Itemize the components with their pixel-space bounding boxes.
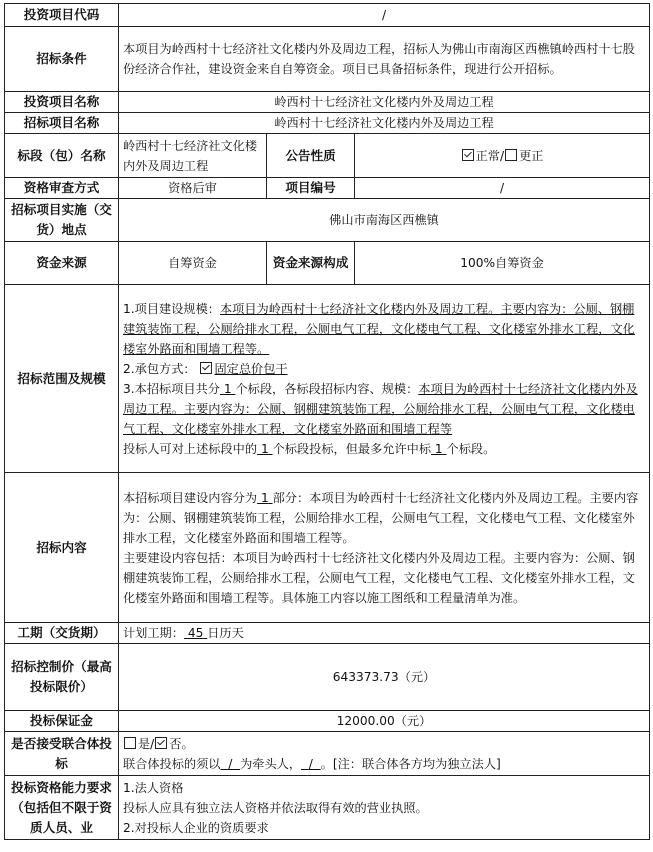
scope-bid-count (257, 442, 273, 456)
value-funding-source: 自筹资金 (119, 242, 267, 285)
value-section-name: 岭西村十七经济社文化楼内外及周边工程 (119, 134, 267, 178)
joint-line-c: 。[注：联合体各方均为独立法人] (320, 756, 501, 771)
value-deposit: 12000.00（元） (119, 711, 650, 732)
scope-win-count (431, 442, 447, 456)
row-funding (5, 242, 650, 285)
row-section (5, 134, 650, 178)
scope-item-3 (123, 379, 645, 439)
joint-line-a: 联合体投标的须以 (123, 756, 221, 771)
scope-item-2-text: 固定总价包干 (214, 361, 288, 376)
value-conditions: 本项目为岭西村十七经济社文化楼内外及周边工程，招标人为佛山市南海区西樵镇岭西村十七股份经济合作社，建设资金来自自筹资金。项目已具备招标条件，现进行公开招标。 (119, 27, 650, 92)
label-review-method: 资格审查方式 (5, 178, 119, 199)
label-content: 招标内容 (5, 473, 119, 623)
content-paragraph-1 (123, 488, 645, 548)
label-period: 工期（交货期） (5, 623, 119, 644)
content-p1-a: 本招标项目建设内容分为 (123, 490, 258, 505)
qualification-line-2: 投标人应具有独立法人资格并依法取得有效的营业执照。 (123, 800, 428, 815)
period-prefix: 计划工期： (123, 626, 184, 640)
scope-item-4-a: 投标人可对上述标段中的 (123, 441, 258, 456)
value-investment-name: 岭西村十七经济社文化楼内外及周边工程 (119, 92, 650, 113)
label-qualification: 投标资格能力要求（包括但不限于资质人员、业 (5, 776, 119, 840)
content-paragraph-2: 主要建设内容包括：本项目为岭西村十七经济社文化楼内外及周边工程。主要内容为：公厕、钢棚建筑装饰工程，公厕给排水工程，公厕电气工程，文化楼电气工程、文化楼室外排水工程，文化楼室外路面和围墙工程等。具体施工内容以施工图纸和工程量清单为准。 (123, 550, 635, 605)
scope-item-4-c: 个标段。 (446, 441, 496, 456)
value-location: 佛山市南海区西樵镇 (119, 199, 650, 242)
row-investment-name (5, 92, 650, 113)
scope-item-2 (123, 359, 645, 379)
row-conditions (5, 27, 650, 92)
value-period (119, 623, 650, 644)
row-content (5, 473, 650, 623)
value-review-method: 资格后审 (119, 178, 267, 199)
period-unit: 日历天 (207, 626, 244, 640)
value-scope (119, 285, 650, 473)
row-control-price (5, 644, 650, 711)
value-joint-bid (119, 732, 650, 776)
scope-section-count-value: 1 (223, 381, 232, 396)
tender-notice-table (4, 3, 650, 840)
label-deposit: 投标保证金 (5, 711, 119, 732)
option-change: 更正 (519, 148, 544, 163)
label-joint-bid: 是否接受联合体投标 (5, 732, 119, 776)
row-location (5, 199, 650, 242)
scope-item-1-text: 本项目为岭西村十七经济社文化楼内外及周边工程。主要内容为：公厕、钢棚建筑装饰工程，公厕给排水工程，公厕电气工程，文化楼电气工程、文化楼室外排水工程，文化楼室外路面和围墙工程等。 (123, 301, 635, 356)
checked-box-icon (155, 737, 167, 749)
joint-options (123, 734, 645, 754)
row-deposit (5, 711, 650, 732)
label-scope: 招标范围及规模 (5, 285, 119, 473)
row-bid-name (5, 113, 650, 134)
checked-box-icon (462, 149, 474, 161)
label-notice-nature: 公告性质 (267, 134, 355, 178)
scope-item-3-text: 本项目为岭西村十七经济社文化楼内外及周边工程。主要内容为：公厕、钢棚建筑装饰工程，公厕给排水工程，公厕电气工程，文化楼电气工程、文化楼室外排水工程，文化楼室外路面和围墙工程等 (123, 381, 638, 436)
scope-item-1 (123, 299, 645, 359)
label-bid-name: 招标项目名称 (5, 113, 119, 134)
row-qualification (5, 776, 650, 840)
scope-item-1-title: 1.项目建设规模： (123, 301, 220, 316)
option-separator: / (499, 148, 505, 163)
scope-bid-count-value: 1 (260, 441, 269, 456)
scope-item-3-mid: 个标段，各标段招标内容、规模： (235, 381, 419, 396)
joint-line-b: 为牵头人， (240, 756, 302, 771)
scope-section-count (220, 382, 236, 396)
label-section-name: 标段（包）名称 (5, 134, 119, 178)
label-conditions: 招标条件 (5, 27, 119, 92)
joint-option-no: 否。 (169, 736, 194, 751)
scope-item-2-title: 2.承包方式： (123, 361, 196, 376)
value-project-code: / (119, 4, 650, 27)
value-qualification (119, 776, 650, 840)
value-bid-name: 岭西村十七经济社文化楼内外及周边工程 (119, 113, 650, 134)
checked-box-icon (200, 362, 212, 374)
label-project-code: 投资项目代码 (5, 4, 119, 27)
content-part-count (257, 491, 273, 505)
period-days-value: 45 (187, 626, 204, 640)
option-normal: 正常 (475, 148, 500, 163)
row-review (5, 178, 650, 199)
value-funding-composition: 100%自筹资金 (355, 242, 650, 285)
content-part-count-value: 1 (260, 490, 269, 505)
value-control-price: 643373.73（元） (119, 644, 650, 711)
qualification-line-1: 1.法人资格 (123, 780, 184, 795)
period-days (184, 626, 207, 640)
row-period (5, 623, 650, 644)
label-funding-composition: 资金来源构成 (267, 242, 355, 285)
joint-blank-2-value: / (308, 756, 313, 771)
joint-blank-1-value: / (228, 756, 233, 771)
scope-win-count-value: 1 (434, 441, 443, 456)
label-funding-source: 资金来源 (5, 242, 119, 285)
unchecked-box-icon (505, 149, 517, 161)
label-investment-name: 投资项目名称 (5, 92, 119, 113)
label-location: 招标项目实施（交货）地点 (5, 199, 119, 242)
scope-item-4 (123, 439, 645, 459)
label-control-price: 招标控制价（最高投标限价） (5, 644, 119, 711)
qualification-line-3: 2.对投标人企业的资质要求 (123, 820, 269, 835)
content-p1-b: 部分：本项目为岭西村十七经济社文化楼内外及周边工程。主要内容为：公厕、钢棚建筑装饰工程，公厕给排水工程，公厕电气工程，文化楼电气工程、文化楼室外排水工程，文化楼室外路面和围墙工程等。 (123, 490, 639, 545)
joint-option-yes: 是/ (138, 736, 155, 751)
unchecked-box-icon (124, 737, 136, 749)
joint-lead-line (123, 754, 645, 774)
joint-blank-2 (301, 757, 321, 771)
label-project-number: 项目编号 (267, 178, 355, 199)
row-scope (5, 285, 650, 473)
scope-item-4-b: 个标段投标，但最多允许中标 (272, 441, 432, 456)
value-notice-nature (355, 134, 650, 178)
value-content (119, 473, 650, 623)
row-project-code (5, 4, 650, 27)
row-joint-bid (5, 732, 650, 776)
value-project-number: / (355, 178, 650, 199)
joint-blank-1 (221, 757, 241, 771)
scope-item-3-title: 3.本招标项目共分 (123, 381, 220, 396)
